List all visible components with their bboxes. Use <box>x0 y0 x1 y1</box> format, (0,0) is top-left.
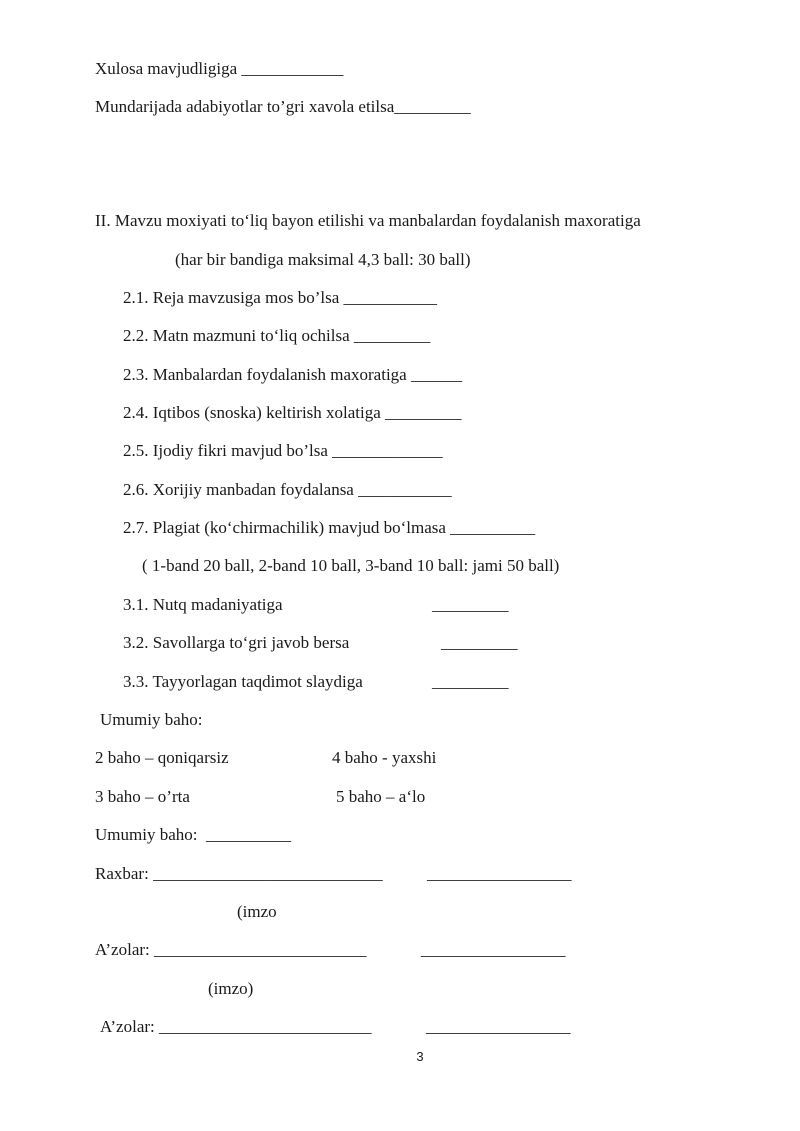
supervisor-signature-line: _________________ <box>427 864 572 883</box>
overall-grade-heading: Umumiy baho: <box>100 710 203 729</box>
members-signature-line-1: _________________ <box>421 940 566 959</box>
grade-4: 4 baho - yaxshi <box>332 748 437 767</box>
criterion-3-2-blank: _________ <box>441 633 518 652</box>
criterion-3-3-blank: _________ <box>432 672 509 691</box>
criterion-2-3: 2.3. Manbalardan foydalanish maxoratiga ______ <box>123 365 462 384</box>
grade-3: 3 baho – o’rta <box>95 787 190 806</box>
criterion-2-1: 2.1. Reja mavzusiga mos bo’lsa ___________ <box>123 288 437 307</box>
members-line-1: A’zolar: _________________________ <box>95 940 367 959</box>
criterion-2-7: 2.7. Plagiat (koʻchirmachilik) mavjud boʻlmasa __________ <box>123 518 536 537</box>
supervisor-signature-caption: (imzo <box>237 902 277 921</box>
supervisor-line: Raxbar: ___________________________ <box>95 864 383 883</box>
criterion-3-1-blank: _________ <box>432 595 509 614</box>
criterion-3-1: 3.1. Nutq madaniyatiga <box>123 595 283 614</box>
page-number: 3 <box>416 1049 424 1064</box>
section-2-note: (har bir bandiga maksimal 4,3 ball: 30 ball) <box>175 250 471 269</box>
criterion-3-2: 3.2. Savollarga toʻgri javob bersa <box>123 633 350 652</box>
criterion-3-3: 3.3. Tayyorlagan taqdimot slaydiga <box>123 672 363 691</box>
members-line-2: A’zolar: _________________________ <box>100 1017 372 1036</box>
references-criterion: Mundarijada adabiyotlar to’gri xavola etilsa_________ <box>95 97 471 116</box>
section-2-heading: II. Mavzu moxiyati toʻliq bayon etilishi va manbalardan foydalanish maxoratiga <box>95 211 641 230</box>
members-signature-line-2: _________________ <box>426 1017 571 1036</box>
criterion-2-6: 2.6. Xorijiy manbadan foydalansa ___________ <box>123 480 452 499</box>
overall-grade-field: Umumiy baho: __________ <box>95 825 291 844</box>
criterion-2-2: 2.2. Matn mazmuni toʻliq ochilsa _________ <box>123 326 431 345</box>
conclusion-criterion: Xulosa mavjudligiga ____________ <box>95 59 344 78</box>
members-signature-caption: (imzo) <box>208 979 254 998</box>
grade-5: 5 baho – aʻlo <box>336 787 426 806</box>
section-3-note: ( 1-band 20 ball, 2-band 10 ball, 3-band 10 ball: jami 50 ball) <box>142 556 560 575</box>
criterion-2-5: 2.5. Ijodiy fikri mavjud bo’lsa _____________ <box>123 441 443 460</box>
criterion-2-4: 2.4. Iqtibos (snoska) keltirish xolatiga _________ <box>123 403 462 422</box>
grade-2: 2 baho – qoniqarsiz <box>95 748 229 767</box>
